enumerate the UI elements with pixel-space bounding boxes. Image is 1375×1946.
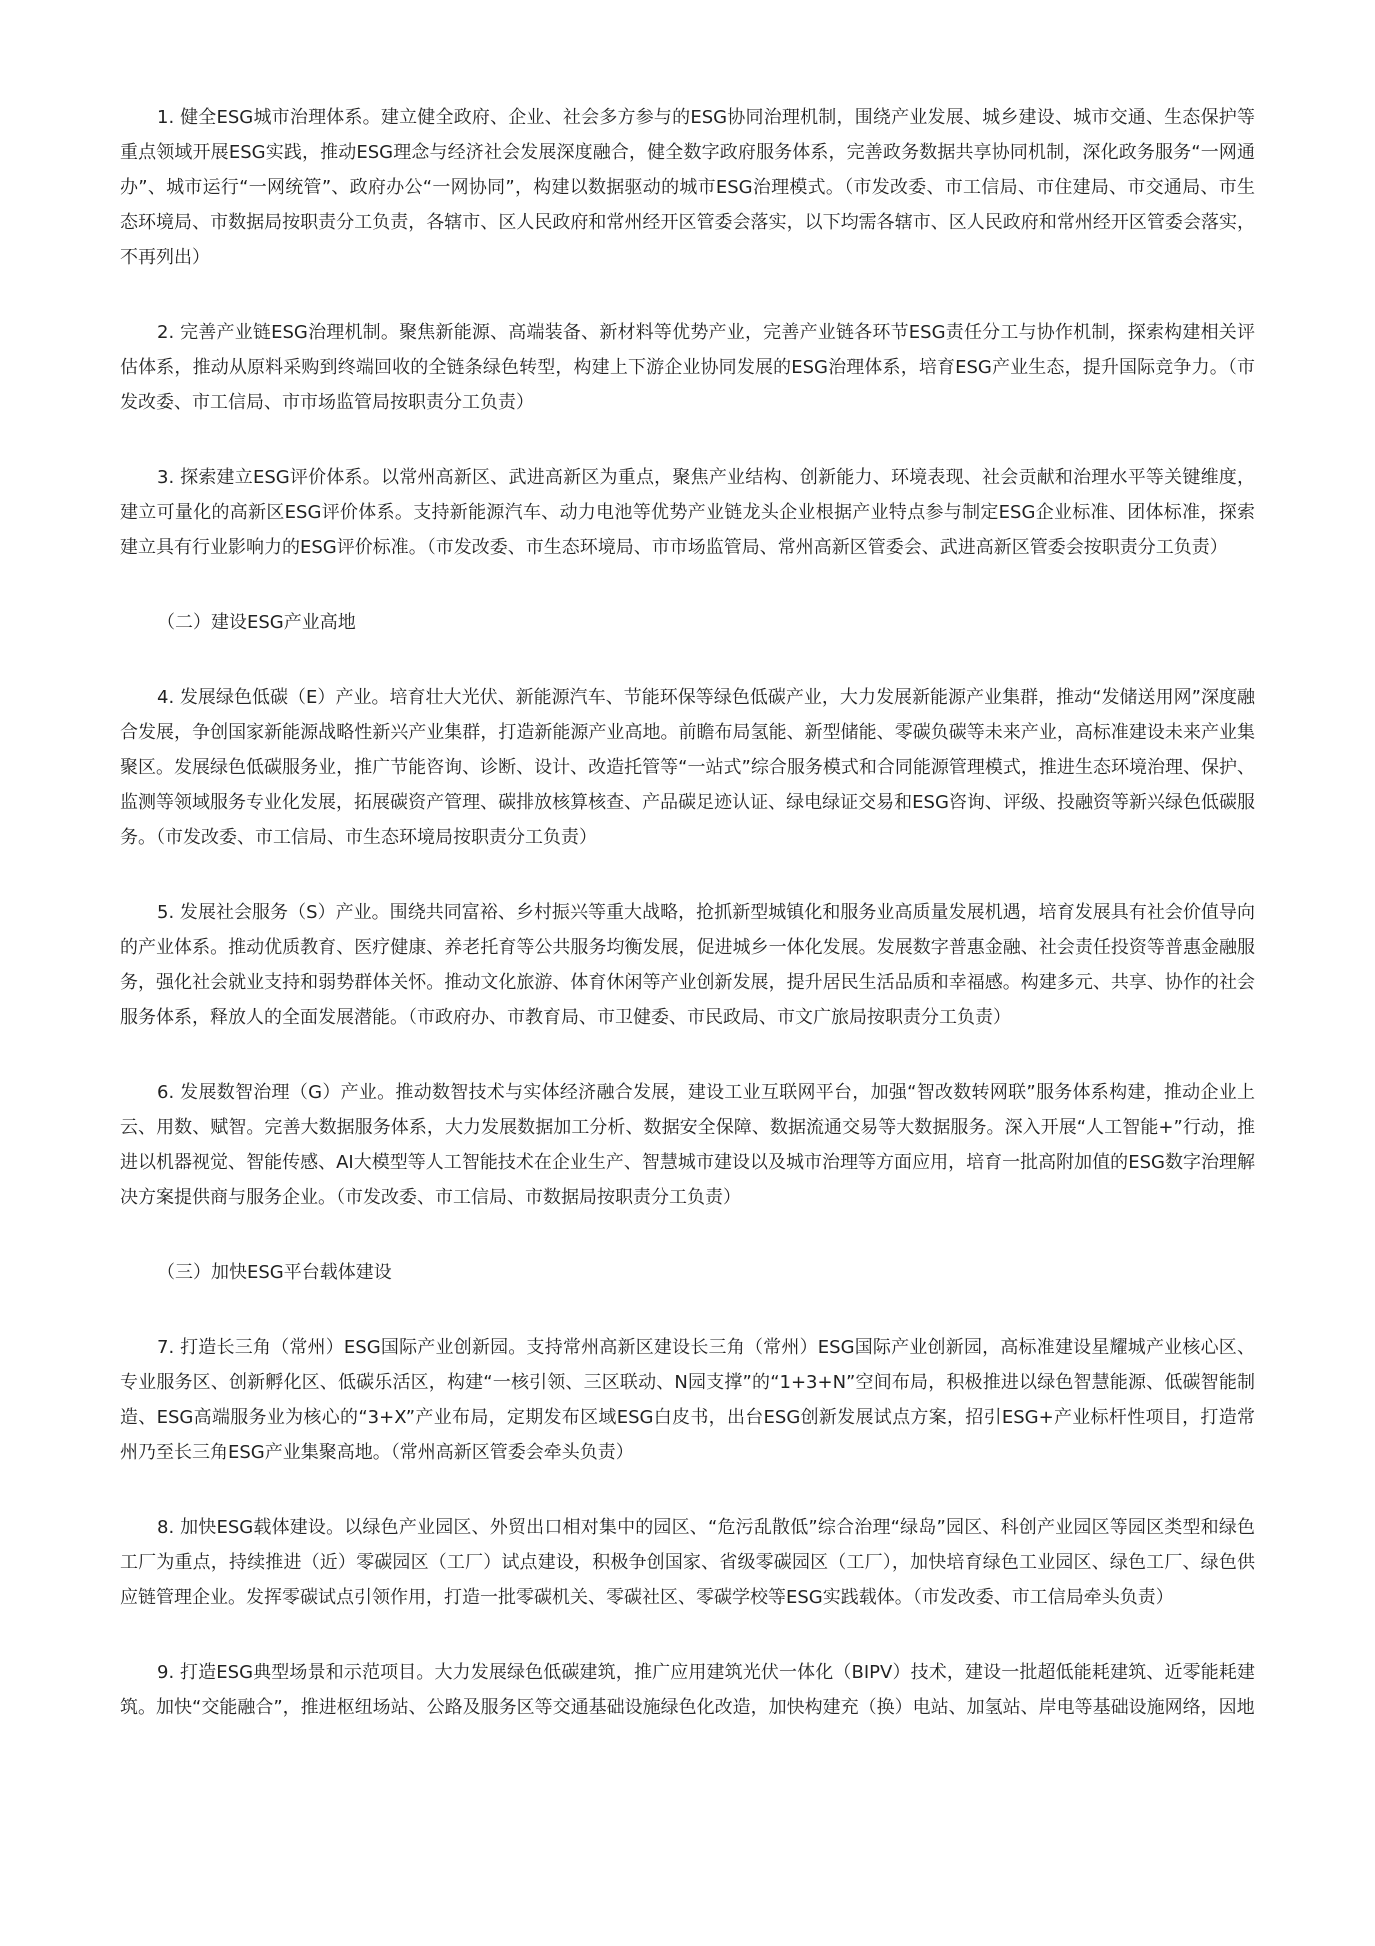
paragraph-9: 9. 打造ESG典型场景和示范项目。大力发展绿色低碳建筑，推广应用建筑光伏一体化（BIPV）技术，建设一批超低能耗建筑、近零能耗建筑。加快“交能融合”，推进枢纽场站、公路及服务区等交通基础设施绿色化改造，加快构建充（换）电站、加氢站、岸电等基础设施网络，因地 xyxy=(120,1662,1255,1718)
paragraph-6: 6. 发展数智治理（G）产业。推动数智技术与实体经济融合发展，建设工业互联网平台，加强“智改数转网联”服务体系构建，推动企业上云、用数、赋智。完善大数据服务体系，大力发展数据加工分析、数据安全保障、数据流通交易等大数据服务。深入开展“人工智能+”行动，推进以机器视觉、智能传感、AI大模型等人工智能技术在企业生产、智慧城市建设以及城市治理等方面应用，培育一批高附加值的ESG数字治理解决方案提供商与服务企业。（市发改委、市工信局、市数据局按职责分工负责） xyxy=(120,1082,1255,1208)
paragraph-7: 7. 打造长三角（常州）ESG国际产业创新园。支持常州高新区建设长三角（常州）ESG国际产业创新园，高标准建设星耀城产业核心区、专业服务区、创新孵化区、低碳乐活区，构建“一核引领、三区联动、N园支撑”的“1+3+N”空间布局，积极推进以绿色智慧能源、低碳智能制造、ESG高端服务业为核心的“3+X”产业布局，定期发布区域ESG白皮书，出台ESG创新发展试点方案，招引ESG+产业标杆性项目，打造常州乃至长三角ESG产业集聚高地。（常州高新区管委会牵头负责） xyxy=(120,1337,1255,1463)
paragraph-2: 2. 完善产业链ESG治理机制。聚焦新能源、高端装备、新材料等优势产业，完善产业链各环节ESG责任分工与协作机制，探索构建相关评估体系，推动从原料采购到终端回收的全链条绿色转型，构建上下游企业协同发展的ESG治理体系，培育ESG产业生态，提升国际竞争力。（市发改委、市工信局、市市场监管局按职责分工负责） xyxy=(120,322,1255,413)
paragraph-5: 5. 发展社会服务（S）产业。围绕共同富裕、乡村振兴等重大战略，抢抓新型城镇化和服务业高质量发展机遇，培育发展具有社会价值导向的产业体系。推动优质教育、医疗健康、养老托育等公共服务均衡发展，促进城乡一体化发展。发展数字普惠金融、社会责任投资等普惠金融服务，强化社会就业支持和弱势群体关怀。推动文化旅游、体育休闲等产业创新发展，提升居民生活品质和幸福感。构建多元、共享、协作的社会服务体系，释放人的全面发展潜能。（市政府办、市教育局、市卫健委、市民政局、市文广旅局按职责分工负责） xyxy=(120,902,1255,1028)
paragraph-3: 3. 探索建立ESG评价体系。以常州高新区、武进高新区为重点，聚焦产业结构、创新能力、环境表现、社会贡献和治理水平等关键维度，建立可量化的高新区ESG评价体系。支持新能源汽车、动力电池等优势产业链龙头企业根据产业特点参与制定ESG企业标准、团体标准，探索建立具有行业影响力的ESG评价标准。（市发改委、市生态环境局、市市场监管局、常州高新区管委会、武进高新区管委会按职责分工负责） xyxy=(120,467,1255,558)
section-heading-3: （三）加快ESG平台载体建设 xyxy=(157,1262,392,1283)
section-heading-2: （二）建设ESG产业高地 xyxy=(157,612,356,633)
document-page xyxy=(120,100,1255,1765)
paragraph-8: 8. 加快ESG载体建设。以绿色产业园区、外贸出口相对集中的园区、“危污乱散低”综合治理“绿岛”园区、科创产业园区等园区类型和绿色工厂为重点，持续推进（近）零碳园区（工厂）试点建设，积极争创国家、省级零碳园区（工厂），加快培育绿色工业园区、绿色工厂、绿色供应链管理企业。发挥零碳试点引领作用，打造一批零碳机关、零碳社区、零碳学校等ESG实践载体。（市发改委、市工信局牵头负责） xyxy=(120,1517,1255,1608)
paragraph-4: 4. 发展绿色低碳（E）产业。培育壮大光伏、新能源汽车、节能环保等绿色低碳产业，大力发展新能源产业集群，推动“发储送用网”深度融合发展，争创国家新能源战略性新兴产业集群，打造新能源产业高地。前瞻布局氢能、新型储能、零碳负碳等未来产业，高标准建设未来产业集聚区。发展绿色低碳服务业，推广节能咨询、诊断、设计、改造托管等“一站式”综合服务模式和合同能源管理模式，推进生态环境治理、保护、监测等领域服务专业化发展，拓展碳资产管理、碳排放核算核查、产品碳足迹认证、绿电绿证交易和ESG咨询、评级、投融资等新兴绿色低碳服务。（市发改委、市工信局、市生态环境局按职责分工负责） xyxy=(120,687,1255,848)
paragraph-1: 1. 健全ESG城市治理体系。建立健全政府、企业、社会多方参与的ESG协同治理机制，围绕产业发展、城乡建设、城市交通、生态保护等重点领域开展ESG实践，推动ESG理念与经济社会发展深度融合，健全数字政府服务体系，完善政务数据共享协同机制，深化政务服务“一网通办”、城市运行“一网统管”、政府办公“一网协同”，构建以数据驱动的城市ESG治理模式。（市发改委、市工信局、市住建局、市交通局、市生态环境局、市数据局按职责分工负责，各辖市、区人民政府和常州经开区管委会落实，以下均需各辖市、区人民政府和常州经开区管委会落实，不再列出） xyxy=(120,107,1255,268)
